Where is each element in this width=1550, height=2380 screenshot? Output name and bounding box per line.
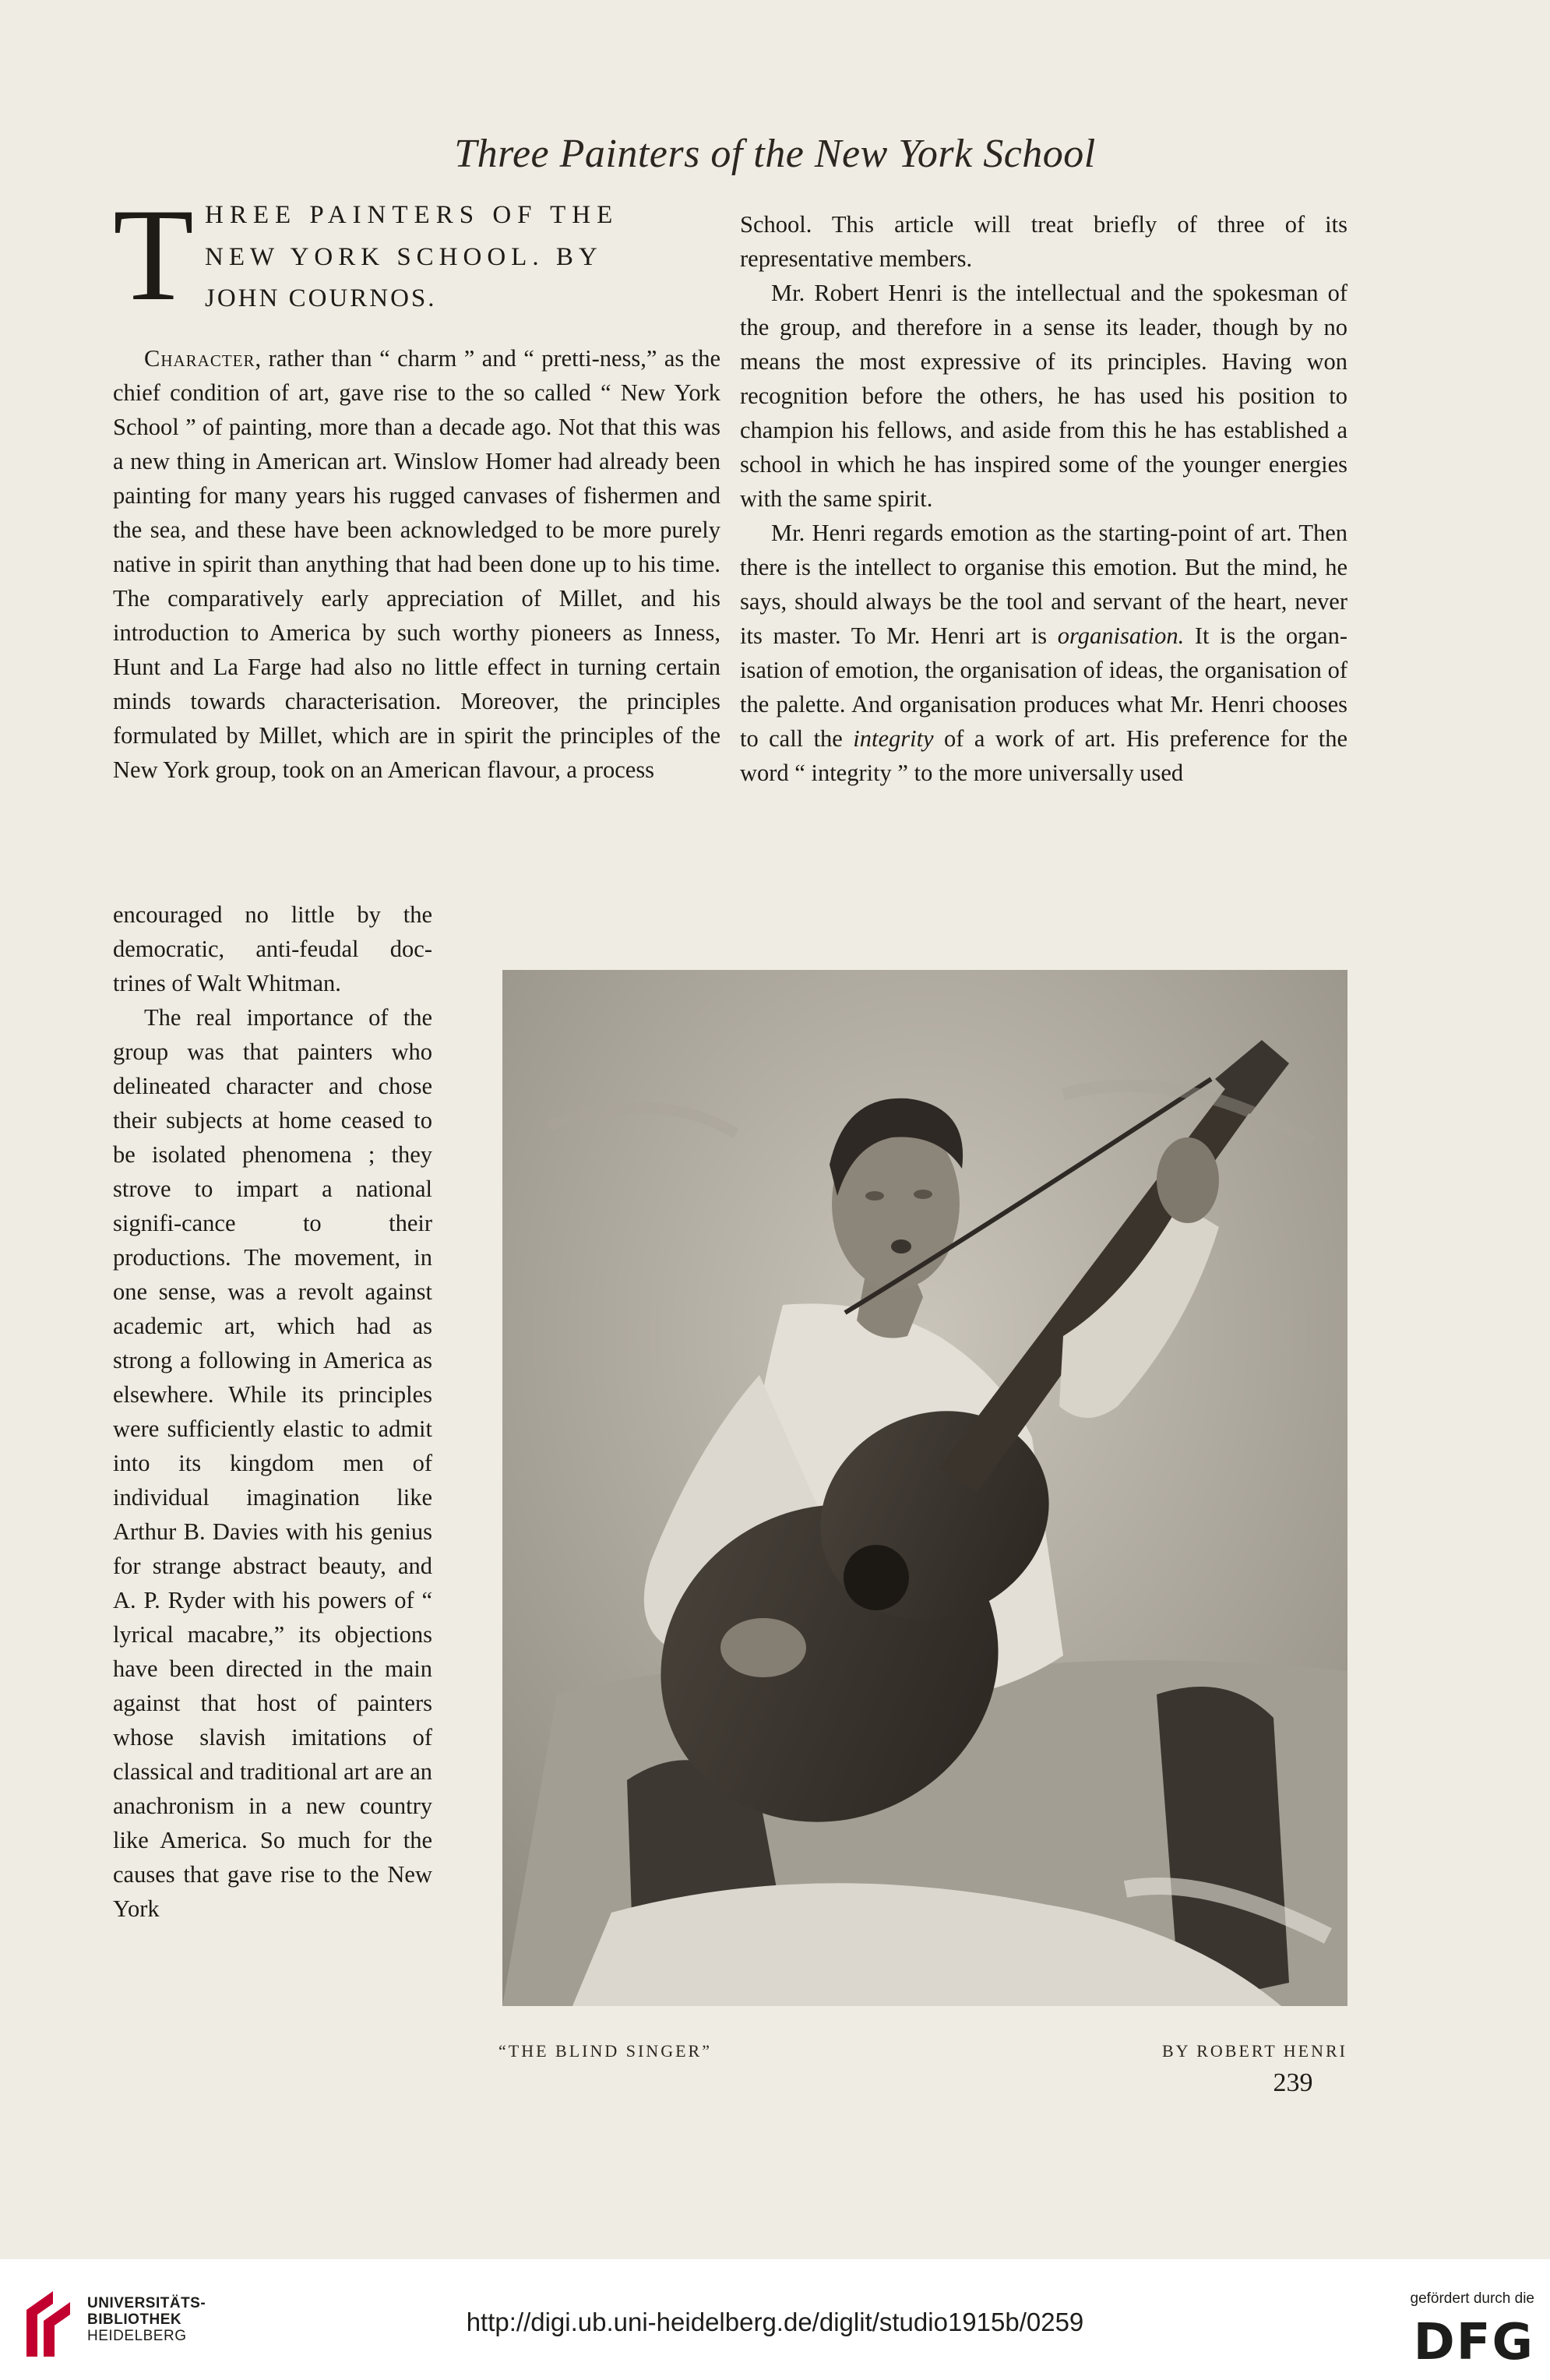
plate-caption-title: “THE BLIND SINGER”: [498, 2041, 712, 2061]
paragraph-text: It is the organ-isation of emotion, the organisation of ideas, the organisation of the palette. And organisation produces what Mr. Henri chooses to call the: [740, 622, 1347, 752]
paragraph-henri-emotion: [740, 516, 1347, 790]
paragraph-school: School. This article will treat briefly of three of its representative members.: [740, 211, 1347, 272]
library-name-line-1: UNIVERSITÄTS-: [87, 2295, 206, 2311]
plate-caption-artist: BY ROBERT HENRI: [1161, 2041, 1347, 2061]
paragraph-henri-intellectual: Mr. Robert Henri is the intellectual and the spokesman of the group, and therefore in a sense its leader, though by no means the most expressive of its principles. Having won recognition before the others, he has used his position to champion his fellows, and aside from this he has established a school in which he has inspired some of the younger energies with the same spirit.: [740, 280, 1347, 512]
left-column-narrow: [113, 897, 432, 1926]
source-url-link[interactable]: http://digi.ub.uni-heidelberg.de/diglit/studio1915b/0259: [466, 2308, 1084, 2336]
paragraph-lead-word: Character: [144, 345, 255, 372]
blind-singer-painting: [502, 970, 1347, 2006]
title-line-3: JOHN COURNOS.: [205, 284, 437, 312]
title-line-2: NEW YORK SCHOOL. BY: [205, 243, 603, 271]
article-title: [113, 182, 720, 333]
right-column: [740, 207, 1347, 790]
left-column-upper: [113, 341, 720, 787]
title-drop-cap: T: [113, 182, 194, 328]
paragraph-character: [113, 341, 720, 787]
paragraph-text: of a work of art. His preference for the word “ integrity ” to the more universally used: [740, 725, 1347, 786]
paragraph-text: Mr. Henri regards emotion as the starting-point of art. Then there is the intellect to organise this emotion. But the mind, he says, should always be the tool and servant of the heart, never its master. To Mr. Henri art is: [740, 520, 1347, 649]
digitization-footer: [0, 2259, 1550, 2380]
title-line-1: HREE PAINTERS OF THE: [205, 201, 619, 229]
italic-term: integrity: [853, 725, 934, 752]
dfg-logo: DFG: [1413, 2314, 1534, 2371]
paragraph-text: , rather than “ charm ” and “ pretti-ness,” as the chief condition of art, gave rise to the so called “ New York School ” of painting, more than a decade ago. Not that this was a new thing in American art. Winslow Homer had already been painting for many years his rugged canvases of fishermen and the sea, and these have been acknowledged to be more purely native in spirit than anything that had been done up to his time. The comparatively early appreciation of Millet, and his introduction to America by such worthy pioneers as Inness, Hunt and La Farge had also no little effect in turning certain minds towards characterisation. Moreover, the principles formulated by Millet, which are in spirit the principles of the New York group, took on an American flavour, a process: [113, 345, 720, 783]
funding-label: gefördert durch die: [1410, 2290, 1534, 2307]
running-head: Three Painters of the New York School: [454, 132, 1096, 176]
italic-term: organisation.: [1057, 622, 1185, 649]
paragraph-real-importance: The real importance of the group was that painters who delineated character and chose their subjects at home ceased to be isolated phenomena ; they strove to impart a national signifi-cance to their productions. The movement, in one sense, was a revolt against academic art, which had as strong a following in America as elsewhere. While its principles were sufficiently elastic to admit into its kingdom men of individual imagination like Arthur B. Davies with his genius for strange abstract beauty, and A. P. Ryder with his powers of “ lyrical macabre,” its objections have been directed in the main against that host of painters whose slavish imitations of classical and traditional art are an anachronism in a new country like America. So much for the causes that gave rise to the New York: [113, 1004, 432, 1922]
page-number: 239: [1273, 2068, 1313, 2097]
library-name-line-2: BIBLIOTHEK: [87, 2311, 182, 2328]
painting-plate: [502, 970, 1347, 2006]
library-name-line-3: HEIDELBERG: [87, 2328, 187, 2344]
paragraph-continuation: encouraged no little by the democratic, anti-feudal doc-trines of Walt Whitman.: [113, 901, 432, 996]
